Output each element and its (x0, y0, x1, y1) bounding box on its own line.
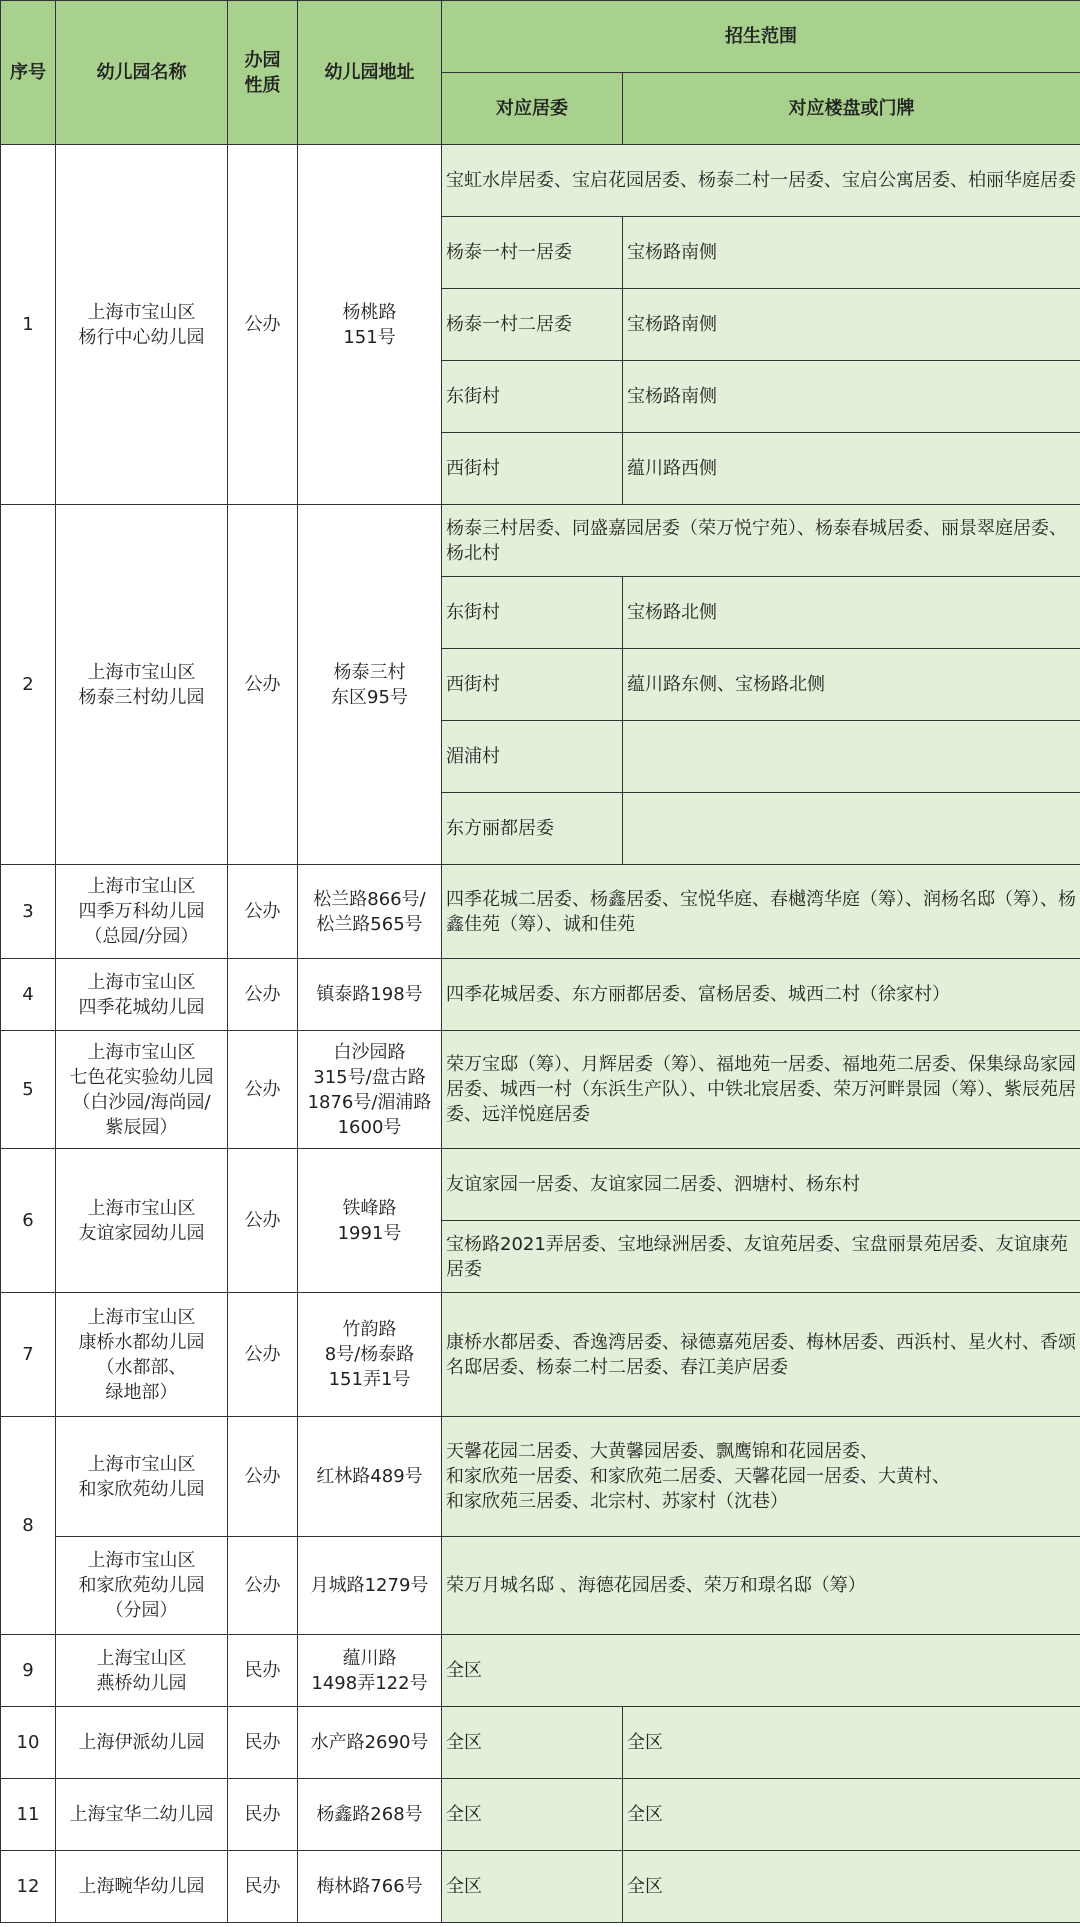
kindergarten-name: 上海市宝山区 和家欣苑幼儿园 (56, 1417, 228, 1537)
buildings-cell: 全区 (623, 1851, 1080, 1923)
committee-cell: 东街村 (442, 361, 623, 433)
committee-cell: 杨泰一村一居委 (442, 217, 623, 289)
committee-cell: 全区 (442, 1779, 623, 1851)
kindergarten-name: 上海市宝山区 杨泰三村幼儿园 (56, 505, 228, 865)
row-no: 1 (1, 145, 56, 505)
kindergarten-address: 铁峰路 1991号 (298, 1149, 442, 1293)
buildings-cell: 蕴川路东侧、宝杨路北侧 (623, 649, 1080, 721)
kindergarten-address: 松兰路866号/ 松兰路565号 (298, 865, 442, 959)
header-name: 幼儿园名称 (56, 1, 228, 145)
school-type: 民办 (228, 1851, 298, 1923)
row-no: 2 (1, 505, 56, 865)
committee-cell: 湄浦村 (442, 721, 623, 793)
table-row (1, 1707, 1080, 1779)
school-type: 民办 (228, 1779, 298, 1851)
kindergarten-name: 上海市宝山区 和家欣苑幼儿园 （分园） (56, 1537, 228, 1635)
kindergarten-address: 梅林路766号 (298, 1851, 442, 1923)
header-buildings: 对应楼盘或门牌 (623, 73, 1080, 145)
kindergarten-name: 上海市宝山区 杨行中心幼儿园 (56, 145, 228, 505)
committee-cell: 东方丽都居委 (442, 793, 623, 865)
kindergarten-address: 镇泰路198号 (298, 959, 442, 1031)
row-no: 7 (1, 1293, 56, 1417)
row-no: 9 (1, 1635, 56, 1707)
committee-cell: 西街村 (442, 433, 623, 505)
scope-full: 友谊家园一居委、友谊家园二居委、泗塘村、杨东村 (442, 1149, 1080, 1221)
kindergarten-address: 白沙园路 315号/盘古路 1876号/湄浦路 1600号 (298, 1031, 442, 1149)
buildings-cell: 宝杨路南侧 (623, 289, 1080, 361)
table-row (1, 145, 1080, 217)
buildings-cell: 蕴川路西侧 (623, 433, 1080, 505)
buildings-cell: 宝杨路南侧 (623, 217, 1080, 289)
school-type: 公办 (228, 145, 298, 505)
table-row (1, 1149, 1080, 1221)
committee-cell: 杨泰一村二居委 (442, 289, 623, 361)
table-row (1, 1779, 1080, 1851)
row-no: 5 (1, 1031, 56, 1149)
table-row (1, 505, 1080, 577)
school-type: 公办 (228, 959, 298, 1031)
header-scope: 招生范围 (442, 1, 1080, 73)
scope-full: 荣万月城名邸 、海德花园居委、荣万和璟名邸（筹） (442, 1537, 1080, 1635)
table-row (1, 959, 1080, 1031)
school-type: 民办 (228, 1635, 298, 1707)
buildings-cell: 全区 (623, 1779, 1080, 1851)
buildings-cell (623, 721, 1080, 793)
committee-cell: 东街村 (442, 577, 623, 649)
header-no: 序号 (1, 1, 56, 145)
scope-full: 天馨花园二居委、大黄馨园居委、飘鹰锦和花园居委、 和家欣苑一居委、和家欣苑二居委、天馨花园一居委、大黄村、 和家欣苑三居委、北宗村、苏家村（沈巷） (442, 1417, 1080, 1537)
row-no: 12 (1, 1851, 56, 1923)
kindergarten-address: 杨桃路 151号 (298, 145, 442, 505)
scope-full: 荣万宝邸（筹）、月辉居委（筹）、福地苑一居委、福地苑二居委、保集绿岛家园居委、城西一村（东浜生产队）、中铁北宸居委、荣万河畔景园（筹）、紫辰苑居委、远洋悦庭居委 (442, 1031, 1080, 1149)
scope-full: 康桥水都居委、香逸湾居委、禄德嘉苑居委、梅林居委、西浜村、星火村、香颂名邸居委、杨泰二村二居委、春江美庐居委 (442, 1293, 1080, 1417)
table-row (1, 1293, 1080, 1417)
kindergarten-name: 上海市宝山区 四季万科幼儿园 （总园/分园） (56, 865, 228, 959)
table-row (1, 865, 1080, 959)
kindergarten-address: 月城路1279号 (298, 1537, 442, 1635)
school-type: 公办 (228, 865, 298, 959)
kindergarten-name: 上海伊派幼儿园 (56, 1707, 228, 1779)
kindergarten-name: 上海市宝山区 七色花实验幼儿园 （白沙园/海尚园/ 紫辰园） (56, 1031, 228, 1149)
kindergarten-address: 蕴川路 1498弄122号 (298, 1635, 442, 1707)
row-no: 11 (1, 1779, 56, 1851)
buildings-cell: 宝杨路南侧 (623, 361, 1080, 433)
committee-cell: 全区 (442, 1851, 623, 1923)
row-no: 6 (1, 1149, 56, 1293)
header-address: 幼儿园地址 (298, 1, 442, 145)
school-type: 民办 (228, 1707, 298, 1779)
buildings-cell (623, 793, 1080, 865)
table-row (1, 1635, 1080, 1707)
row-no: 8 (1, 1417, 56, 1635)
scope-full: 杨泰三村居委、同盛嘉园居委（荣万悦宁苑）、杨泰春城居委、丽景翠庭居委、杨北村 (442, 505, 1080, 577)
school-type: 公办 (228, 1149, 298, 1293)
kindergarten-address: 水产路2690号 (298, 1707, 442, 1779)
school-type: 公办 (228, 505, 298, 865)
kindergarten-address: 红林路489号 (298, 1417, 442, 1537)
row-no: 4 (1, 959, 56, 1031)
school-type: 公办 (228, 1293, 298, 1417)
row-no: 3 (1, 865, 56, 959)
scope-full: 宝虹水岸居委、宝启花园居委、杨泰二村一居委、宝启公寓居委、柏丽华庭居委 (442, 145, 1080, 217)
school-type: 公办 (228, 1031, 298, 1149)
kindergarten-name: 上海宝山区 燕桥幼儿园 (56, 1635, 228, 1707)
kindergarten-name: 上海市宝山区 康桥水都幼儿园 （水都部、 绿地部） (56, 1293, 228, 1417)
kindergarten-address: 杨泰三村 东区95号 (298, 505, 442, 865)
kindergarten-name: 上海市宝山区 友谊家园幼儿园 (56, 1149, 228, 1293)
committee-cell: 西街村 (442, 649, 623, 721)
kindergarten-address: 杨鑫路268号 (298, 1779, 442, 1851)
row-no: 10 (1, 1707, 56, 1779)
kindergarten-name: 上海畹华幼儿园 (56, 1851, 228, 1923)
table-row (1, 1031, 1080, 1149)
school-type: 公办 (228, 1537, 298, 1635)
scope-full: 宝杨路2021弄居委、宝地绿洲居委、友谊苑居委、宝盘丽景苑居委、友谊康苑居委 (442, 1221, 1080, 1293)
kindergarten-name: 上海宝华二幼儿园 (56, 1779, 228, 1851)
scope-full: 四季花城二居委、杨鑫居委、宝悦华庭、春樾湾华庭（筹）、润杨名邸（筹）、杨鑫佳苑（筹）、诚和佳苑 (442, 865, 1080, 959)
scope-full: 四季花城居委、东方丽都居委、富杨居委、城西二村（徐家村） (442, 959, 1080, 1031)
header-type: 办园 性质 (228, 1, 298, 145)
table-row (1, 1417, 1080, 1537)
buildings-cell: 宝杨路北侧 (623, 577, 1080, 649)
table-row (1, 1537, 1080, 1635)
kindergarten-address: 竹韵路 8号/杨泰路 151弄1号 (298, 1293, 442, 1417)
buildings-cell: 全区 (623, 1707, 1080, 1779)
header-committee: 对应居委 (442, 73, 623, 145)
scope-full: 全区 (442, 1635, 1080, 1707)
kindergarten-name: 上海市宝山区 四季花城幼儿园 (56, 959, 228, 1031)
committee-cell: 全区 (442, 1707, 623, 1779)
school-type: 公办 (228, 1417, 298, 1537)
table-row (1, 1851, 1080, 1923)
